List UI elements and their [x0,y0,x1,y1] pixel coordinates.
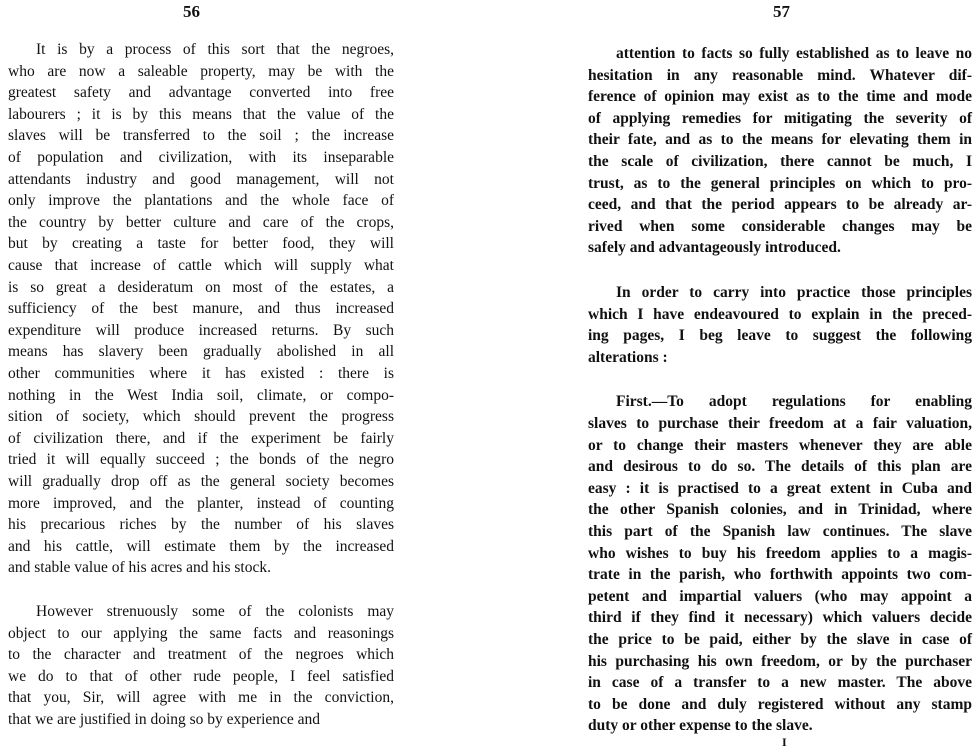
text-line: more improved, and the planter, instead of counting [8,494,394,512]
text-line: rived when some considerable changes may be [588,217,972,235]
page-number-right: 57 [773,2,790,21]
text-line: safely and advantageously introduced. [588,239,841,257]
text-line: attention to facts so fully established as to leave no [616,45,972,62]
text-line: attendants industry and good management, will not [8,170,394,188]
text-line: of applying remedies for mitigating the severity of [588,109,972,127]
text-line: slaves to purchase their freedom at a fair valuation, [588,415,972,432]
text-line: that we are justified in doing so by experience and [8,711,321,728]
text-line: his purchasing his own freedom, or by the purchaser [588,652,972,670]
text-line: which I have endeavoured to explain in the preced- [588,305,972,323]
text-line: and desirous to do so. The details of this plan are [588,458,972,476]
text-line: the other Spanish colonies, and in Trinidad, where [588,501,972,519]
text-line: in case of a transfer to a new master. The above [588,674,972,692]
text-line: and stable value of his acres and his stock. [8,559,271,577]
text-line: to the character and treatment of the negroes which [8,646,394,664]
text-line: the price to be paid, either by the slave in case of [588,631,972,648]
text-line: However strenuously some of the colonists may [36,603,394,620]
text-line: and his cattle, will estimate them by the increased [8,537,394,555]
text-line: cause that increase of cattle which will supply what [8,257,394,274]
text-line: sufficiency of the best manure, and thus increased [8,300,394,318]
page-number-left: 56 [183,2,200,21]
text-line: this part of the Spanish law continues. The slave [588,523,972,540]
text-line: nothing in the West India soil, climate, or compo- [8,386,394,404]
text-line: that you, Sir, will agree with me in the conviction, [8,689,394,707]
text-line: third if they find it necessary) which valuers decide [588,609,972,627]
text-line: trate in the parish, who forthwith appoints two com- [588,566,972,584]
text-line: ceed, and that the period appears to be already ar- [588,196,972,214]
text-line: we do to that of other rude people, I feel satisfied [8,667,394,685]
text-line: the scale of civilization, there cannot be much, I [588,153,972,170]
text-line: or to change their masters whenever they are able [588,436,972,454]
text-line: object to our applying the same facts and reasonings [8,624,394,642]
text-line: petent and impartial valuers (who may appoint a [588,587,972,605]
text-line: is so great a desideratum on most of the estates, a [8,278,394,296]
text-line: sition of society, which should prevent the progress [8,408,394,426]
text-line: their fate, and as to the means for elevating them in [588,131,972,149]
text-line: trust, as to the general principles on which to pro- [588,174,972,192]
text-line: hesitation in any reasonable mind. Whatever dif- [588,66,972,84]
text-line: expenditure will produce increased returns. By such [8,321,394,339]
text-line: easy : it is practised to a great extent in Cuba and [588,479,972,497]
text-line: duty or other expense to the slave. [588,717,813,735]
right-page [490,0,980,753]
text-line: but by creating a taste for better food, they will [8,235,394,253]
text-line: slaves will be transferred to the soil ; the increase [8,127,394,145]
text-line: ference of opinion may exist as to the time and mode [588,88,972,106]
text-line: of population and civilization, with its inseparable [8,149,394,166]
text-line: labourers ; it is by this means that the value of the [8,105,394,123]
text-line: greatest safety and advantage converted into free [8,84,394,102]
text-line: who wishes to buy his freedom applies to a magis- [588,544,972,562]
text-line: who are now a saleable property, may be with the [8,62,394,80]
text-line: It is by a process of this sort that the negroes, [36,41,394,58]
text-line: First.—To adopt regulations for enabling [616,393,972,411]
text-line: ing pages, I beg leave to suggest the following [588,327,972,345]
text-line: means has slavery been gradually abolished in all [8,343,394,361]
text-line: his precarious riches by the number of his slaves [8,516,394,534]
text-line: tried it will equally succeed ; the bonds of the negro [8,451,394,469]
text-line: the country by better culture and care of the crops, [8,213,394,231]
signature-mark: I [782,735,787,749]
text-line: of civilization there, and if the experiment be fairly [8,429,394,447]
text-line: alterations : [588,348,668,366]
text-line: will gradually drop off as the general society becomes [8,473,394,490]
text-line: only improve the plantations and the whole face of [8,192,394,210]
text-line: other communities where it has existed : there is [8,365,394,382]
text-line: In order to carry into practice those principles [616,284,972,301]
text-line: to be done and duly registered without any stamp [588,695,972,713]
